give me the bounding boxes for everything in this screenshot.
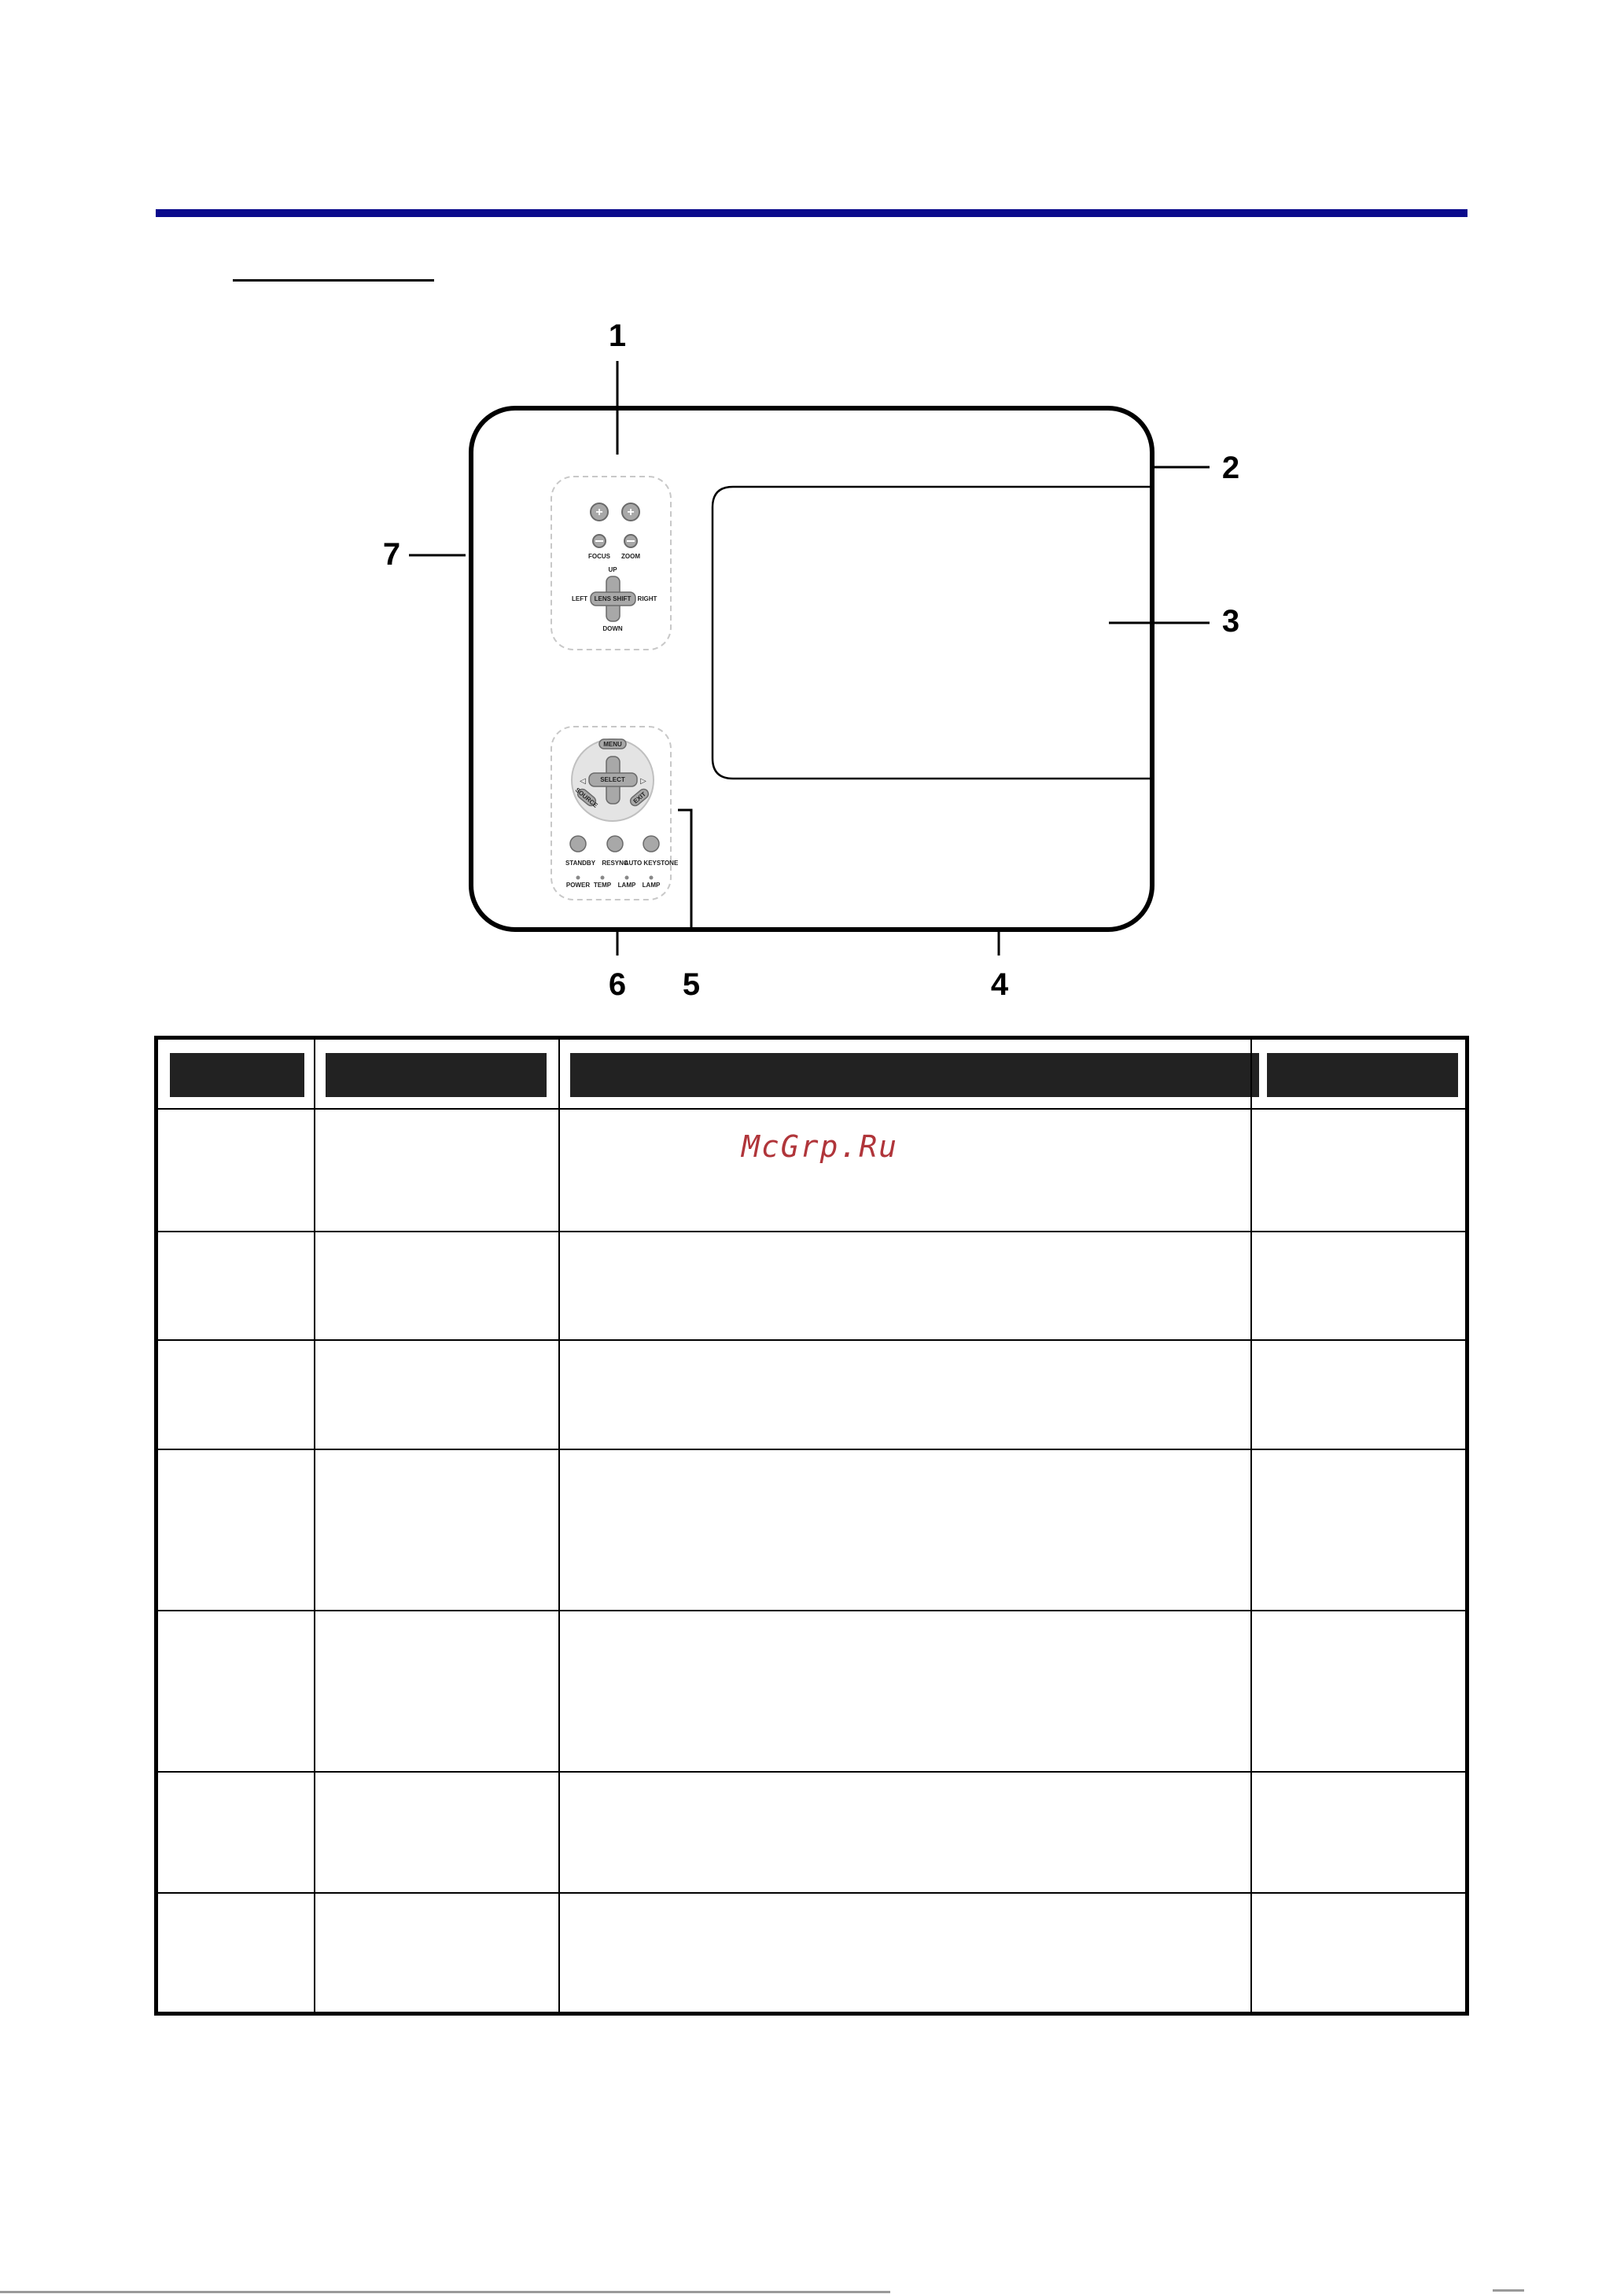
svg-text:+: + — [627, 506, 635, 519]
table-column-divider — [314, 1040, 315, 2012]
callout-3: 3 — [1221, 604, 1240, 639]
callout-5: 5 — [682, 967, 701, 1002]
standby-label: STANDBY — [565, 860, 596, 867]
auto-keystone-label: AUTO KEYSTONE — [624, 860, 679, 867]
lamp-led-2 — [650, 876, 654, 880]
callout-6: 6 — [608, 967, 627, 1002]
standby-button[interactable] — [570, 836, 586, 852]
volume-up-icon: ▷ — [640, 777, 646, 786]
projector-top-view-diagram — [0, 0, 1624, 1022]
table-column-divider — [558, 1040, 560, 2012]
table-row-divider — [158, 1771, 1465, 1773]
left-label: LEFT — [572, 595, 587, 602]
focus-plus-button[interactable] — [591, 503, 608, 521]
callout-4: 4 — [990, 967, 1009, 1002]
zoom-minus-button[interactable] — [624, 535, 637, 547]
exit-label: EXIT — [632, 790, 648, 805]
lamp-led-2-label: LAMP — [642, 882, 661, 889]
callout-1: 1 — [608, 319, 627, 353]
lamp-led — [625, 876, 629, 880]
callout-2: 2 — [1221, 451, 1240, 485]
lens-shift-label: LENS SHIFT — [594, 595, 632, 602]
projector-lens-panel — [713, 487, 1152, 779]
table-row-divider — [158, 1449, 1465, 1450]
lamp-led-label: LAMP — [617, 882, 636, 889]
temp-led — [601, 876, 605, 880]
focus-label: FOCUS — [588, 553, 610, 560]
select-label: SELECT — [600, 776, 625, 783]
table-row-divider — [158, 1231, 1465, 1232]
temp-led-label: TEMP — [593, 882, 612, 889]
power-led — [576, 876, 580, 880]
power-led-label: POWER — [565, 882, 591, 889]
resync-label: RESYNC — [602, 860, 628, 867]
auto-keystone-button[interactable] — [643, 836, 659, 852]
right-label: RIGHT — [637, 595, 657, 602]
table-row-divider — [158, 1892, 1465, 1894]
source-label: SOURCE — [573, 786, 599, 809]
footer-rule — [0, 2291, 890, 2293]
focus-minus-button[interactable] — [593, 535, 606, 547]
table-row-divider — [158, 1339, 1465, 1341]
table-row-divider — [158, 1108, 1465, 1110]
down-label: DOWN — [602, 625, 623, 632]
zoom-plus-button[interactable] — [622, 503, 639, 521]
menu-label: MENU — [603, 741, 622, 748]
header-cell-page — [1267, 1053, 1458, 1097]
callout-7: 7 — [382, 537, 401, 572]
lens-keypad-panel — [551, 477, 671, 650]
header-cell-description — [570, 1053, 1259, 1097]
leader-line-5 — [678, 810, 691, 931]
parts-table — [154, 1036, 1469, 2016]
header-cell-item — [170, 1053, 304, 1097]
resync-button[interactable] — [607, 836, 623, 852]
table-column-divider — [1250, 1040, 1252, 2012]
table-row-divider — [158, 1610, 1465, 1611]
svg-text:+: + — [595, 506, 603, 519]
header-cell-label — [326, 1053, 547, 1097]
up-label: UP — [608, 566, 617, 573]
footer-page-mark — [1493, 2289, 1524, 2292]
volume-down-icon: ◁ — [580, 777, 586, 786]
zoom-label: ZOOM — [621, 553, 640, 560]
table-row-1-description: McGrp.Ru — [742, 1129, 899, 1164]
